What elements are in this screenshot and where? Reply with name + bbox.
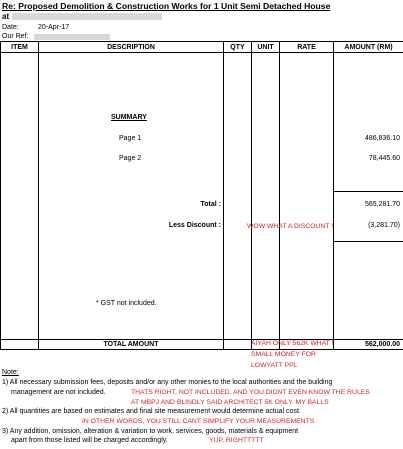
total-comment-line-1: AIYAH ONLY 562K WHAT ! (251, 340, 334, 347)
page-1-label: Page 1 (119, 135, 142, 142)
page-2-label: Page 2 (119, 155, 142, 162)
note-3-line-2: apart from those listed will be charged accordingly. (11, 437, 168, 444)
quotation-table (0, 41, 403, 350)
description-column (39, 53, 224, 340)
column-header-rate: RATE (280, 42, 334, 53)
total-row-qty-cell (224, 340, 252, 350)
column-header-description: DESCRIPTION (39, 42, 224, 53)
column-header-amount: AMOUNT (RM) (334, 42, 403, 53)
note-1-comment-line-2: AT MBPJ AND BLINDLY SAID ARCHITECT 5K ONLY. MY BALLS (131, 399, 329, 406)
discount-amount: (3,281.70) (368, 222, 400, 229)
note-1-line-2: management are not included. (11, 389, 106, 396)
item-column (1, 53, 39, 340)
note-2-comment: IN OTHER WORDS, YOU STILL CANT SIMPLIFY YOUR MEASUREMENTS (82, 418, 315, 425)
total-label: Total : (200, 201, 221, 208)
total-amount: 565,281.70 (364, 201, 400, 208)
note-3-comment: YUP, RIGHTTTTT (209, 437, 264, 444)
date-value: 20-Apr-17 (38, 24, 70, 31)
column-header-qty: QTY (224, 42, 252, 53)
note-2: 2) All quantities are based on estimates and final site measurement would determine actual cost. (2, 408, 301, 415)
address-label: at (2, 12, 10, 21)
total-row-item-cell (1, 340, 39, 350)
notes-heading: Note: (2, 369, 19, 376)
page-1-amount: 486,836.10 (364, 135, 400, 142)
redacted-ref (34, 34, 110, 40)
redacted-address (12, 13, 162, 20)
page-2-amount: 78,445.60 (368, 155, 400, 162)
summary-heading: SUMMARY (111, 114, 147, 121)
ref-label: Our Ref: (2, 33, 29, 40)
discount-comment: WOW WHAT A DISCOUNT ! (247, 223, 334, 230)
subtotal-line (334, 191, 403, 192)
column-header-unit: UNIT (252, 42, 280, 53)
total-comment-line-3: LOWYATT PPL (251, 362, 298, 369)
total-comment-line-2: SMALL MONEY FOR (251, 351, 316, 358)
discount-line (334, 241, 403, 242)
unit-column (252, 53, 280, 340)
gst-note: * GST not included. (96, 300, 157, 307)
grand-total-label: TOTAL AMOUNT (39, 340, 224, 350)
qty-column (224, 53, 252, 340)
discount-label: Less Discount : (168, 222, 221, 229)
note-1-line-1: 1) All necessary submission fees, deposits and/or any other monies to the local authorities and the building (2, 379, 333, 386)
date-label: Date: (2, 24, 19, 31)
grand-total-amount: 562,000.00 (334, 340, 403, 350)
note-3-line-1: 3) Any addition, omission, alteration & variation to work, services, goods, materials & equipment (2, 428, 299, 435)
rate-column (280, 53, 334, 340)
document-title: Re: Proposed Demolition & Construction Works for 1 Unit Semi Detached House (2, 1, 331, 11)
column-header-item: ITEM (1, 42, 39, 53)
amount-column (334, 53, 403, 340)
note-1-comment-line-1: THATS RIGHT, NOT INCLUDED. AND YOU DIDNT EVEN KNOW THE RULES (131, 389, 370, 396)
